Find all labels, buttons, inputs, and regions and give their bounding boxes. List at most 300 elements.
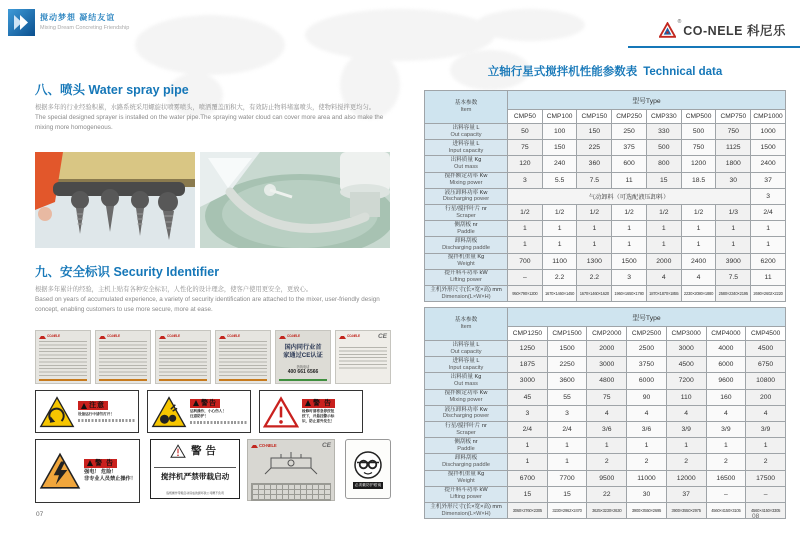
model-header-cell: CMP330 (646, 110, 681, 124)
value-cell: 3750 (627, 357, 667, 373)
section-8-title: 八、喷头 Water spray pipe (35, 83, 189, 97)
nameplate-label-4 (215, 330, 271, 384)
value-cell: 1/2 (681, 204, 716, 220)
item-header-cn: 基本参数 (454, 100, 478, 107)
model-header-cell: CMP4000 (706, 327, 746, 341)
value-cell: 4000 (706, 341, 746, 357)
company-slogan (40, 12, 129, 31)
value-cell: 4500 (746, 341, 786, 357)
value-cell: 1 (646, 221, 681, 237)
section-8-body (35, 103, 391, 132)
value-cell: 2690×2602×2220 (751, 285, 786, 301)
warning-electric-label (35, 439, 140, 503)
row-label-en: Out capacity (450, 348, 482, 355)
value-cell: 1300 (577, 253, 612, 269)
table-row (425, 405, 786, 421)
model-header-cell: CMP50 (508, 110, 543, 124)
nameplate-fine-print (99, 341, 147, 377)
caution-text: 设备运行中请勿打开！ (78, 411, 114, 416)
model-header-cell: CMP250 (612, 110, 647, 124)
warning-triangle-icon (193, 400, 199, 406)
warning-estop-label (259, 390, 363, 433)
ce-mark: CE (377, 333, 387, 340)
value-cell: 9600 (706, 373, 746, 389)
value-cell: 4 (666, 405, 706, 421)
warning-header (302, 399, 335, 408)
table-row (425, 486, 786, 502)
row-label-cell (425, 486, 508, 502)
value-cell: 3000 (587, 357, 627, 373)
value-cell: 1 (681, 237, 716, 253)
value-cell: 10800 (746, 373, 786, 389)
row-label-cell (425, 140, 508, 156)
brand-triangle-icon (159, 333, 166, 339)
no-load-start-sub-text: 违规操作带载启动造成的损坏我公司概不负责 (166, 491, 224, 495)
electric-warning-text (84, 469, 136, 483)
value-cell: 30 (716, 172, 751, 188)
value-cell: 1/2 (508, 204, 543, 220)
row-label-cell (425, 204, 508, 220)
row-label-cn: 进料容量 L (452, 357, 480, 364)
value-cell: 110 (666, 389, 706, 405)
hotline-phone: 400 661 6566 (287, 368, 319, 375)
value-cell: 1200 (681, 156, 716, 172)
row-label-en: Paddle (457, 445, 475, 452)
table-row (425, 269, 786, 285)
value-cell: 2 (666, 454, 706, 470)
row-label-cell (425, 237, 508, 253)
estop-warning-text (302, 409, 359, 424)
brand-triangle-icon (39, 333, 46, 339)
value-cell: 1670×1460×1450 (542, 285, 577, 301)
row-label-en: Input capacity (448, 147, 484, 154)
value-cell: 90 (627, 389, 667, 405)
ce-mark: CE (321, 442, 331, 449)
value-cell: 1 (542, 237, 577, 253)
row-label-cell (425, 421, 508, 437)
brand-triangle-icon (279, 333, 286, 339)
pinch-line1: 运转操作，小心伤人！ (190, 409, 226, 414)
row-label-cell (425, 373, 508, 389)
value-cell: 150 (542, 140, 577, 156)
model-header-cell: CMP3000 (666, 327, 706, 341)
row-label-en: Lifting power (450, 277, 482, 284)
model-header-cell: CMP2000 (587, 327, 627, 341)
value-cell: 1 (577, 237, 612, 253)
value-cell: 800 (646, 156, 681, 172)
item-header-en: Item (460, 324, 472, 331)
spec-table-grid (251, 483, 331, 501)
value-cell: – (706, 486, 746, 502)
row-label-en: Scraper (456, 212, 476, 219)
value-cell: 1500 (612, 253, 647, 269)
row-label-cell (425, 221, 508, 237)
value-cell: 4 (587, 405, 627, 421)
table-row (425, 454, 786, 470)
value-cell: 4 (627, 405, 667, 421)
value-cell: 7.5 (716, 269, 751, 285)
value-cell: 250 (612, 124, 647, 140)
type-header-cell: 型号Type (508, 91, 786, 110)
value-cell: 150 (577, 124, 612, 140)
value-cell: 3625×3230×2630 (587, 502, 627, 518)
model-header-cell: CMP1250 (508, 327, 548, 341)
table-row (425, 204, 786, 220)
value-cell: 1 (508, 454, 548, 470)
value-cell: 1/2 (646, 204, 681, 220)
no-load-start-main-text: 搅拌机严禁带载启动 (154, 467, 236, 482)
value-cell: 4 (646, 269, 681, 285)
table-row (425, 188, 786, 204)
value-cell: 3900 (716, 253, 751, 269)
value-cell: 7700 (547, 470, 587, 486)
model-header-cell: CMP100 (542, 110, 577, 124)
value-cell: 1960×1650×1780 (612, 285, 647, 301)
row-label-cn: 卸料刮板 (454, 238, 478, 245)
ce-cert-line2: 家通过CE认证 (283, 352, 323, 360)
wear-goggles-label (345, 439, 391, 499)
value-cell: 1/3 (716, 204, 751, 220)
caution-rotating-parts-label (35, 390, 139, 433)
machine-spec-nameplate (247, 439, 335, 501)
header-row (425, 91, 786, 110)
warning-header-text: 警 告 (313, 399, 332, 407)
warning-header-text: 警 告 (95, 459, 114, 467)
nameplate-fine-print (339, 347, 387, 371)
row-label-en: Discharging power (442, 196, 490, 203)
warning-triangle-icon (87, 460, 93, 466)
value-cell: – (508, 269, 543, 285)
merged-value-cell: 气动卸料（可选配液压卸料） (508, 188, 751, 204)
value-cell: 1100 (542, 253, 577, 269)
value-cell: 4560×4150×3305 (746, 502, 786, 518)
caution-header (78, 401, 108, 410)
brand-triangle-icon (99, 333, 106, 339)
row-label-cn: 搅拌额定功率 Kw (444, 390, 488, 397)
row-label-en: Dimension(L×W×H) (441, 510, 491, 517)
value-cell: 1 (627, 438, 667, 454)
table-row (425, 373, 786, 389)
nameplate-brand: CO-NELE (347, 334, 360, 338)
value-cell: 1/2 (542, 204, 577, 220)
page-number-left: 07 (36, 511, 44, 518)
value-cell: 15 (508, 486, 548, 502)
value-cell: 17500 (746, 470, 786, 486)
row-label-en: Dimension(L×W×H) (441, 293, 491, 300)
value-cell: 2580×2340×2195 (716, 285, 751, 301)
value-cell: 75 (587, 389, 627, 405)
estop-line1: 检修时请将急停按钮 (302, 409, 335, 414)
value-cell: 3/6 (627, 421, 667, 437)
electric-line2: 非专业人员禁止操作！ (84, 476, 136, 483)
safety-labels-row-1 (35, 330, 391, 384)
value-cell: 3/6 (587, 421, 627, 437)
nameplate-brand: CO-NELE (287, 334, 300, 338)
value-cell: 15 (646, 172, 681, 188)
conele-triangle-icon (659, 22, 676, 38)
row-label-en: Mixing power (449, 180, 483, 187)
nameplate-footer-bar (279, 379, 327, 382)
value-cell: 3 (547, 405, 587, 421)
value-cell: 1 (666, 438, 706, 454)
row-label-cn: 进料容量 L (452, 140, 480, 147)
value-cell: 37 (666, 486, 706, 502)
value-cell: 4 (706, 405, 746, 421)
row-label-cell (425, 188, 508, 204)
value-cell: 45 (508, 389, 548, 405)
row-label-cn: 液压卸料功率 Kw (444, 406, 488, 413)
nameplate-fine-print (159, 341, 207, 377)
value-cell: 3/9 (746, 421, 786, 437)
value-cell: 50 (508, 124, 543, 140)
goggles-icon (353, 450, 383, 480)
row-label-cn: 出料质量 Kg (450, 157, 482, 164)
row-label-cn: 主机外形尺寸(长×宽×高) mm (430, 503, 502, 510)
value-cell: 600 (612, 156, 647, 172)
item-header-cell (425, 91, 508, 124)
value-cell: 3/9 (706, 421, 746, 437)
value-cell: 225 (577, 140, 612, 156)
value-cell: 1 (577, 221, 612, 237)
value-cell: 16500 (706, 470, 746, 486)
value-cell: 1/2 (577, 204, 612, 220)
mixer-line-drawing (251, 450, 331, 476)
row-label-en: Out capacity (450, 131, 482, 138)
value-cell: 2000 (646, 253, 681, 269)
photo-mixer-interior (200, 152, 390, 248)
model-header-cell: CMP150 (577, 110, 612, 124)
value-cell: 240 (542, 156, 577, 172)
nameplate-label-2 (95, 330, 151, 384)
table-row (425, 470, 786, 486)
ce-cert-line1: 国内同行业首 (284, 344, 322, 351)
item-header-cn: 基本参数 (454, 317, 478, 324)
model-header-cell: CMP4500 (746, 327, 786, 341)
row-label-cell (425, 269, 508, 285)
row-label-en: Discharging paddle (442, 245, 490, 252)
caution-header-text: 注意 (89, 402, 105, 410)
value-cell: 1/2 (612, 204, 647, 220)
value-cell: 2400 (681, 253, 716, 269)
value-cell: 1 (716, 237, 751, 253)
value-cell: 200 (746, 389, 786, 405)
warning-header (84, 459, 117, 468)
row-label-en: Weight (457, 261, 475, 268)
exclamation-hazard-icon (263, 395, 299, 429)
value-cell: 11 (612, 172, 647, 188)
nameplate-fine-print (219, 341, 267, 377)
safety-labels-row-3 (35, 439, 391, 503)
goggles-text: 必须戴防护眼镜 (354, 482, 382, 487)
blue-chevron-icon (8, 9, 35, 36)
row-label-cn: 出料容量 L (452, 124, 480, 131)
model-header-cell: CMP1500 (547, 327, 587, 341)
section-9-body-cn: 根据多年累计的经验，主机上贴有各种安全标识，人性化的设计理念，使客户使用更安全，更放心。 (35, 286, 313, 293)
value-cell: 75 (508, 140, 543, 156)
header-accent-line (628, 46, 800, 48)
row-label-cell (425, 156, 508, 172)
value-cell: 1 (646, 237, 681, 253)
value-cell: 2 (706, 454, 746, 470)
fine-print-line (190, 421, 247, 424)
row-label-cell (425, 502, 508, 518)
value-cell: 1 (706, 438, 746, 454)
warning-no-load-start-label (150, 439, 240, 499)
row-label-en: Discharging paddle (442, 462, 490, 469)
value-cell: 1800 (716, 156, 751, 172)
row-label-cn: 液压卸料功率 Kw (444, 189, 488, 196)
estop-line2: 按下，并悬挂警示标 (302, 414, 335, 419)
value-cell: 22 (587, 486, 627, 502)
no-load-start-title: 警告 (191, 445, 220, 457)
row-label-en: Lifting power (450, 494, 482, 501)
section-8-body-cn: 根据多年的行业经验积累，水路系统采用螺旋状喷雾喷头，喷洒覆盖面积大，有效防止物料堵塞喷头，使物料搅拌更均匀。 (35, 104, 376, 111)
slogan-chinese: 搅动梦想 凝结友谊 (40, 13, 116, 22)
value-cell: 500 (681, 124, 716, 140)
row-label-cell (425, 470, 508, 486)
row-label-en: Out mass (454, 381, 478, 388)
electric-line1: 强电！ 危险！ (84, 469, 117, 476)
row-label-en: Mixing power (449, 397, 483, 404)
item-header-cell (425, 308, 508, 341)
table-row (425, 140, 786, 156)
value-cell: 2.2 (542, 269, 577, 285)
value-cell: 1 (746, 438, 786, 454)
value-cell: 3000 (508, 373, 548, 389)
brand-logo (659, 21, 786, 39)
value-cell: 2250 (547, 357, 587, 373)
value-cell: 4 (746, 405, 786, 421)
value-cell: 1000 (751, 124, 786, 140)
slogan-english: Mixing Dream Concreting Friendship (40, 25, 130, 31)
brand-triangle-icon (339, 333, 346, 339)
value-cell: 700 (508, 253, 543, 269)
row-label-cn: 主机外形尺寸(长×宽×高) mm (430, 286, 502, 293)
table-row (425, 124, 786, 140)
page-number-right: 08 (752, 513, 760, 520)
row-label-cell (425, 405, 508, 421)
technical-title-cn: 立轴行星式搅拌机性能参数表 (487, 66, 638, 78)
row-label-en: Discharging power (442, 413, 490, 420)
value-cell: 6200 (751, 253, 786, 269)
row-label-cn: 出料容量 L (452, 341, 480, 348)
estop-line3: 识，防止意外发生！ (302, 419, 335, 424)
row-label-cell (425, 438, 508, 454)
section-8-body-en: The special designed sprayer is installed on the water pipe.The spraying water cloud can cover more area and also make the mixing more homogeneous. (35, 113, 384, 131)
brand-name: CO-NELE 科尼乐 (683, 24, 786, 38)
table-row (425, 237, 786, 253)
model-header-cell: CMP750 (716, 110, 751, 124)
row-label-en: Paddle (457, 228, 475, 235)
item-header-en: Item (460, 107, 472, 114)
pinch-line2: 注意防护！ (190, 414, 208, 418)
nameplate-footer-bar (99, 379, 147, 382)
value-cell: 1670×1460×1620 (577, 285, 612, 301)
nameplate-footer-bar (219, 379, 267, 382)
value-cell: 1 (547, 454, 587, 470)
gear-pinch-hazard-icon (151, 395, 187, 429)
value-cell: 1 (508, 221, 543, 237)
value-cell: 1 (681, 221, 716, 237)
value-cell: 1125 (716, 140, 751, 156)
row-label-cell (425, 357, 508, 373)
section-9-title: 九、安全标识 Security Identifier (35, 265, 220, 279)
value-cell: 330 (646, 124, 681, 140)
row-label-cn: 侧刮板 nr (454, 438, 478, 445)
value-cell: 950×790×1200 (508, 285, 543, 301)
value-cell: 2500 (627, 341, 667, 357)
row-label-cell (425, 172, 508, 188)
table-row (425, 502, 786, 518)
value-cell: 375 (612, 140, 647, 156)
nameplate-brand: CO-NELE (167, 334, 180, 338)
value-cell: 5.5 (542, 172, 577, 188)
table-row (425, 389, 786, 405)
table-row (425, 253, 786, 269)
value-cell: 120 (508, 156, 543, 172)
value-cell: 3/9 (666, 421, 706, 437)
value-cell: 18.5 (681, 172, 716, 188)
value-cell: 6000 (706, 357, 746, 373)
value-cell: 6750 (746, 357, 786, 373)
value-cell: 1 (751, 237, 786, 253)
exclamation-triangle-icon (170, 444, 186, 458)
nameplate-brand: CO-NELE (47, 334, 60, 338)
row-label-cell (425, 389, 508, 405)
nameplate-brand: CO-NELE (107, 334, 120, 338)
value-cell: 500 (646, 140, 681, 156)
row-label-cn: 侧刮板 nr (454, 221, 478, 228)
value-cell: 4 (681, 269, 716, 285)
brand-triangle-icon (219, 333, 226, 339)
value-cell: 15 (547, 486, 587, 502)
value-cell: 7.5 (577, 172, 612, 188)
no-load-start-header (170, 443, 220, 458)
value-cell: 1 (612, 237, 647, 253)
value-cell: 1500 (751, 140, 786, 156)
row-label-en: Weight (457, 478, 475, 485)
table-row (425, 341, 786, 357)
value-cell: 1 (542, 221, 577, 237)
ce-certification-label (275, 330, 331, 384)
photo-spray-nozzles (35, 152, 195, 248)
value-cell: 2 (587, 454, 627, 470)
row-label-cn: 搅拌额定功率 Kw (444, 173, 488, 180)
row-label-en: Out mass (454, 164, 478, 171)
value-cell: 1 (508, 237, 543, 253)
spec-table (424, 307, 786, 519)
technical-table-small-models (424, 90, 786, 302)
value-cell: 30 (627, 486, 667, 502)
spec-table (424, 90, 786, 302)
value-cell: 2 (746, 454, 786, 470)
nameplate-footer-bar (159, 379, 207, 382)
value-cell: 2/4 (508, 421, 548, 437)
value-cell: 1 (547, 438, 587, 454)
model-header-cell: CMP2500 (627, 327, 667, 341)
nameplate-fine-print (39, 341, 87, 377)
value-cell: 100 (542, 124, 577, 140)
value-cell: 2/4 (751, 204, 786, 220)
table-row (425, 156, 786, 172)
value-cell: 2000 (587, 341, 627, 357)
row-label-cn: 行星/搅拌叶片 nr (445, 422, 487, 429)
section-9-body-en: Based on years of accumulated experience, a variety of security identification are attached to the mixer, user-friendly design concept, enabling customers to use more secure, more at ease. (35, 295, 380, 313)
row-label-cn: 提升料斗功率 kW (444, 270, 488, 277)
brand-triangle-icon (251, 442, 258, 448)
value-cell: 360 (577, 156, 612, 172)
nameplate-footer-bar (39, 379, 87, 382)
